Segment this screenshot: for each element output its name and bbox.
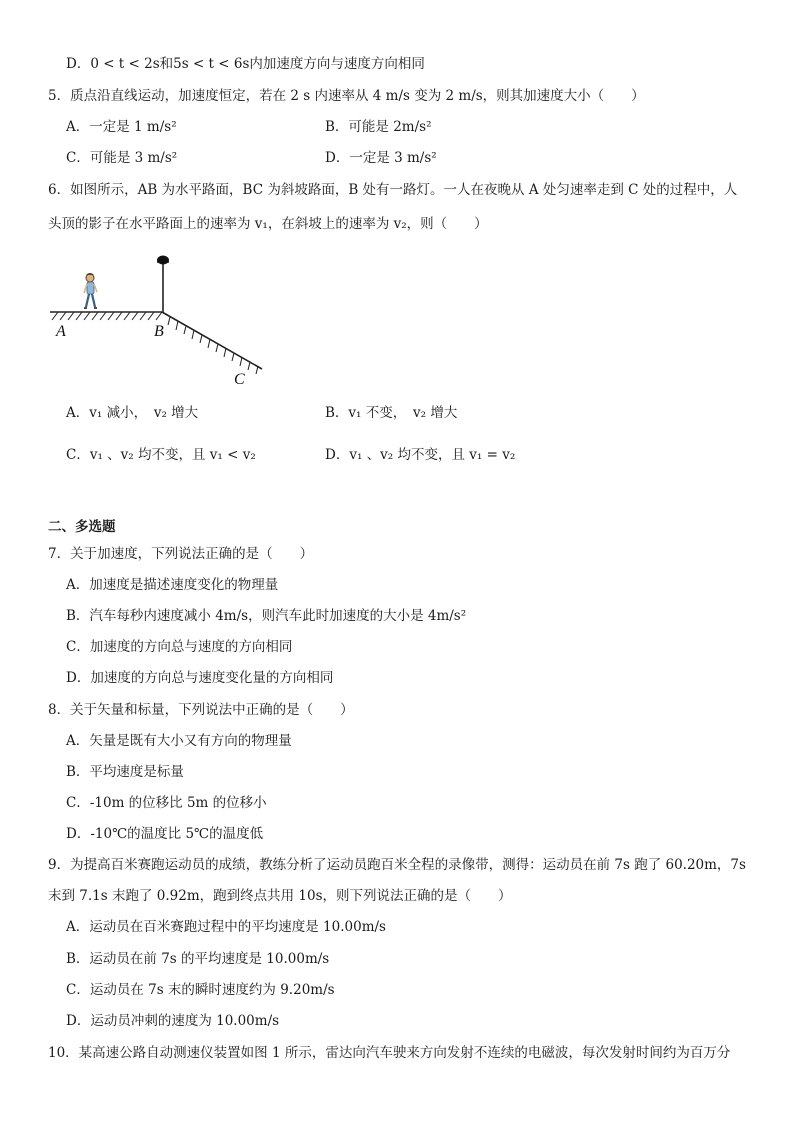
slope-bc-line (162, 312, 262, 369)
q7-stem: 7．关于加速度，下列说法正确的是（ ） (48, 546, 314, 562)
road-ab-hatching (52, 312, 162, 320)
section-title: 二、多选题 (48, 519, 116, 535)
q6-option-a: A．v₁ 减小， v₂ 增大 (66, 405, 199, 421)
q8-stem: 8．关于矢量和标量，下列说法中正确的是（ ） (48, 702, 354, 718)
label-c: C (234, 371, 245, 388)
q5-option-a: A．一定是 1 m/s² (66, 119, 177, 135)
q8-option-a: A．矢量是既有大小又有方向的物理量 (66, 733, 292, 749)
walking-person-icon (84, 273, 97, 308)
q6-option-c: C．v₁ 、v₂ 均不变，且 v₁ < v₂ (66, 447, 256, 463)
q5-option-b: B．可能是 2m/s² (325, 119, 432, 135)
q6-option-d: D．v₁ 、v₂ 均不变，且 v₁ = v₂ (325, 447, 516, 463)
q7-option-a: A．加速度是描述速度变化的物理量 (66, 577, 279, 593)
road-lamp-diagram (48, 252, 278, 392)
q7-option-c: C．加速度的方向总与速度的方向相同 (66, 639, 293, 655)
q6-stem-line1: 6．如图所示，AB 为水平路面，BC 为斜坡路面，B 处有一路灯。一人在夜晚从 A 处匀速率走到 C 处的过程中，人 (48, 182, 738, 198)
q9-stem-line1: 9．为提高百米赛跑运动员的成绩，教练分析了运动员跑百米全程的录像带，测得：运动员在前 7s 跑了 60.20m，7s (48, 857, 746, 873)
lamp-icon (157, 256, 169, 265)
q9-option-b: B．运动员在前 7s 的平均速度是 10.00m/s (66, 951, 330, 967)
label-b: B (154, 323, 164, 340)
q5-option-c: C．可能是 3 m/s² (66, 150, 178, 166)
label-a: A (56, 323, 66, 340)
q8-option-d: D．-10℃的温度比 5℃的温度低 (66, 826, 264, 842)
road-lamp-figure (48, 252, 278, 392)
q7-option-b: B．汽车每秒内速度减小 4m/s，则汽车此时加速度的大小是 4m/s² (66, 608, 467, 624)
q6-option-b: B．v₁ 不变， v₂ 增大 (325, 405, 458, 421)
q4-option-d: D．0 < t < 2s和5s < t < 6s内加速度方向与速度方向相同 (66, 56, 425, 72)
slope-bc-hatching (168, 317, 258, 374)
q8-option-b: B．平均速度是标量 (66, 764, 184, 780)
q9-stem-line2: 末到 7.1s 末跑了 0.92m，跑到终点共用 10s，则下列说法正确的是（ ） (48, 888, 512, 904)
q10-stem: 10．某高速公路自动测速仪装置如图 1 所示，雷达向汽车驶来方向发射不连续的电磁波，每次发射时间约为百万分 (48, 1045, 731, 1061)
q5-stem: 5．质点沿直线运动，加速度恒定，若在 2 s 内速率从 4 m/s 变为 2 m/s，则其加速度大小（ ） (48, 88, 645, 104)
q9-option-d: D．运动员冲刺的速度为 10.00m/s (66, 1013, 280, 1029)
q8-option-c: C．-10m 的位移比 5m 的位移小 (66, 795, 267, 811)
q5-option-d: D．一定是 3 m/s² (325, 150, 437, 166)
q6-stem-line2: 头顶的影子在水平路面上的速率为 v₁，在斜坡上的速率为 v₂，则（ ） (48, 216, 488, 232)
q9-option-c: C．运动员在 7s 末的瞬时速度约为 9.20m/s (66, 982, 335, 998)
q9-option-a: A．运动员在百米赛跑过程中的平均速度是 10.00m/s (66, 919, 386, 935)
q7-option-d: D．加速度的方向总与速度变化量的方向相同 (66, 670, 334, 686)
